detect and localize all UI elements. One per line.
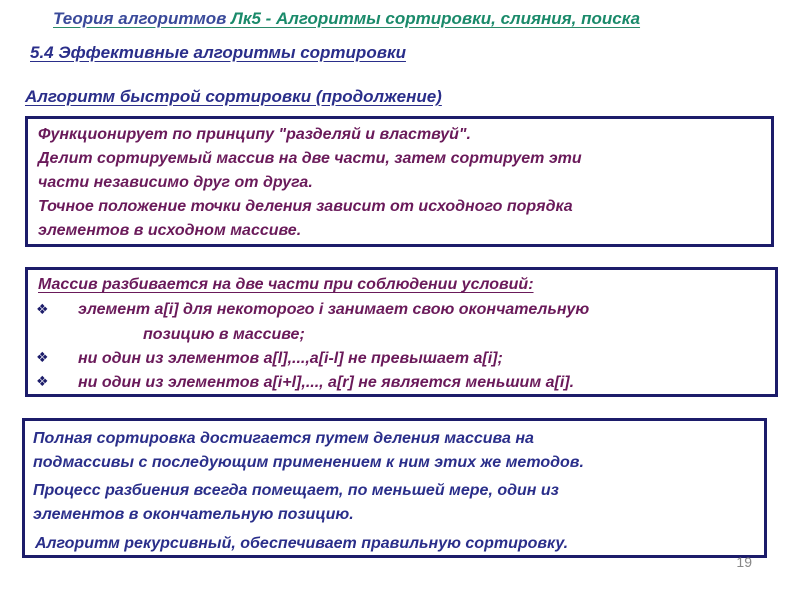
slide-title [53, 9, 640, 29]
principle-line-5: элементов в исходном массиве. [38, 222, 302, 239]
page-number: 19 [736, 554, 752, 570]
principle-line-3: части независимо друг от друга. [38, 174, 313, 191]
principle-line-1: Функционирует по принципу "разделяй и властвуй". [38, 126, 471, 143]
subheading: Алгоритм быстрой сортировки (продолжение) [25, 87, 442, 106]
condition-1: элемент a[i] для некоторого i занимает свою окончательную [78, 301, 590, 318]
summary-line-5: Алгоритм рекурсивный, обеспечивает правильную сортировку. [35, 535, 569, 552]
principle-box [25, 116, 774, 247]
conditions-box [25, 267, 778, 397]
diamond-bullet-icon: ❖ [36, 301, 49, 317]
condition-3: ни один из элементов a[i+l],..., a[r] не является меньшим a[i]. [78, 374, 575, 391]
diamond-bullet-icon: ❖ [36, 373, 49, 389]
conditions-heading: Массив разбивается на две части при соблюдении условий: [38, 276, 534, 293]
diamond-bullet-icon: ❖ [36, 349, 49, 365]
summary-line-3: Процесс разбиения всегда помещает, по меньшей мере, один из [33, 482, 559, 499]
summary-line-1: Полная сортировка достигается путем деления массива на [33, 430, 534, 447]
title-lecture: Лк5 - Алгоритмы сортировки, слияния, поиска [231, 9, 641, 28]
principle-line-2: Делит сортируемый массив на две части, затем сортирует эти [38, 150, 582, 167]
condition-2: ни один из элементов a[l],...,a[i-l] не превышает a[i]; [78, 350, 503, 367]
principle-line-4: Точное положение точки деления зависит от исходного порядка [38, 198, 573, 215]
summary-line-2: подмассивы с последующим применением к ним этих же методов. [33, 454, 584, 471]
summary-box [22, 418, 767, 558]
section-heading: 5.4 Эффективные алгоритмы сортировки [30, 43, 406, 62]
title-course: Теория алгоритмов [53, 9, 232, 28]
summary-line-4: элементов в окончательную позицию. [33, 506, 354, 523]
condition-1-continued: позицию в массиве; [143, 326, 305, 343]
